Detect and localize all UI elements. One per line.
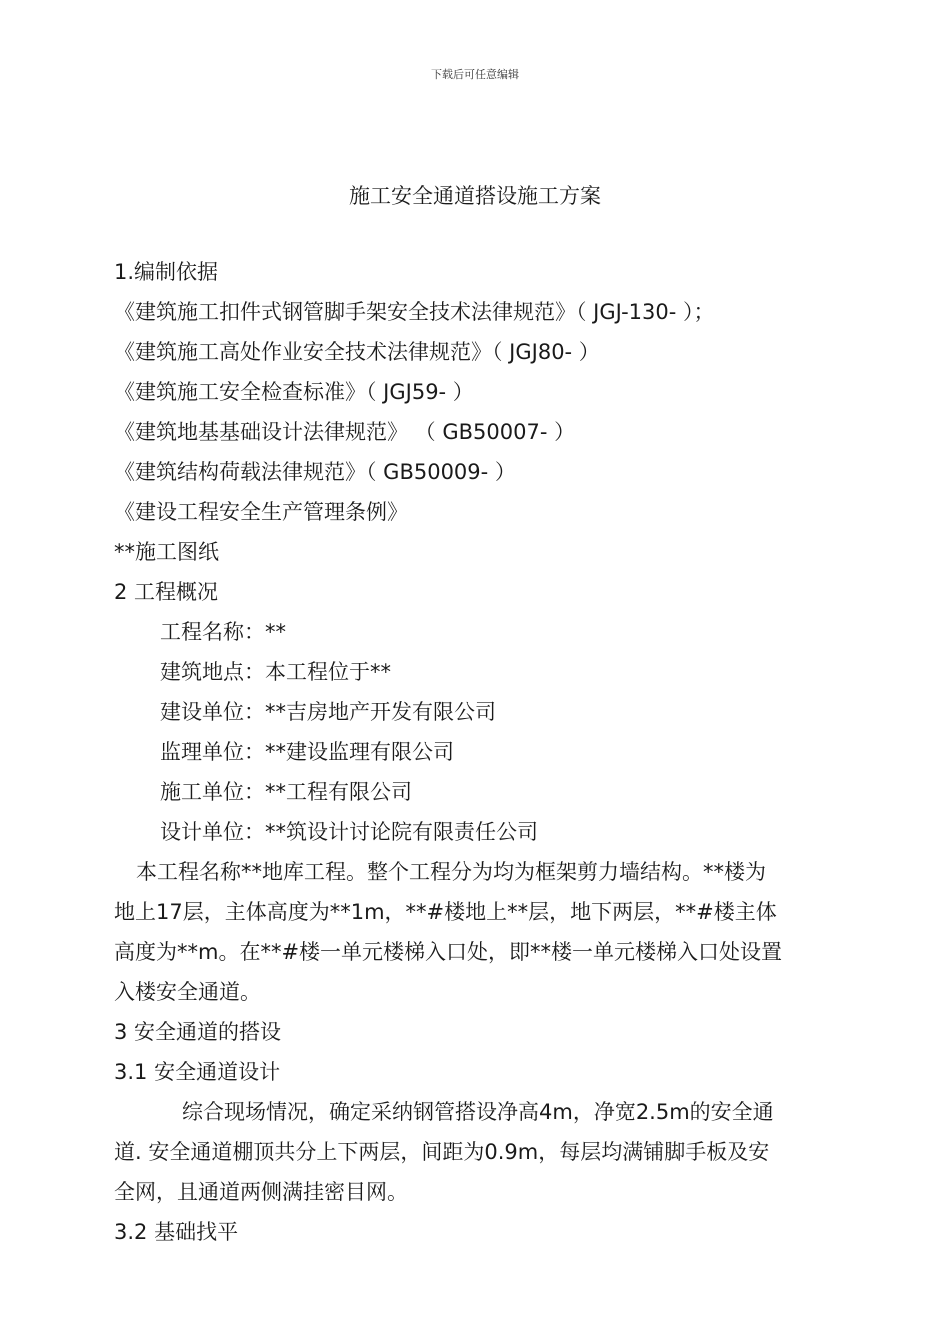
document-title: 施工安全通道搭设施工方案: [349, 184, 601, 208]
overview-paragraph-line: 入楼安全通道。: [114, 980, 261, 1004]
project-field: 建设单位：**吉房地产开发有限公司: [160, 700, 496, 724]
design-paragraph-line: 综合现场情况，确定采纳钢管搭设净高4m，净宽2.5m的安全通: [182, 1100, 774, 1124]
project-field: 设计单位：**筑设计讨论院有限责任公司: [160, 820, 538, 844]
project-field: 建筑地点：本工程位于**: [160, 660, 391, 684]
project-field: 工程名称：**: [160, 620, 286, 644]
reference-item: 《建设工程安全生产管理条例》: [114, 500, 408, 524]
overview-paragraph-line: 高度为**m。在**#楼一单元楼梯入口处，即**楼一单元楼梯入口处设置: [114, 940, 783, 964]
subsection-3-1-heading: 3.1 安全通道设计: [114, 1060, 281, 1084]
reference-item: **施工图纸: [114, 540, 219, 564]
section-2-heading: 2 工程概况: [114, 580, 219, 604]
subsection-3-2-heading: 3.2 基础找平: [114, 1220, 239, 1244]
overview-paragraph-line: 地上17层，主体高度为**1m，**#楼地上**层，地下两层，**#楼主体: [114, 900, 777, 924]
project-field: 施工单位：**工程有限公司: [160, 780, 412, 804]
reference-item: 《建筑施工扣件式钢管脚手架安全技术法律规范》（ JGJ-130- ）；: [114, 300, 715, 324]
reference-item: 《建筑施工高处作业安全技术法律规范》（ JGJ80- ）: [114, 340, 600, 364]
design-paragraph-line: 道. 安全通道棚顶共分上下两层，间距为0.9m，每层均满铺脚手板及安: [114, 1140, 770, 1164]
overview-paragraph-line: 本工程名称**地库工程。整个工程分为均为框架剪力墙结构。**楼为: [136, 860, 766, 884]
project-field: 监理单位：**建设监理有限公司: [160, 740, 454, 764]
section-1-heading: 1.编制依据: [114, 260, 219, 284]
reference-item: 《建筑结构荷载法律规范》（ GB50009- ）: [114, 460, 516, 484]
document-body: [114, 252, 844, 1252]
reference-item: 《建筑地基基础设计法律规范》 （ GB50007- ）: [114, 420, 576, 444]
header-note: 下载后可任意编辑: [431, 68, 519, 81]
design-paragraph-line: 全网，且通道两侧满挂密目网。: [114, 1180, 408, 1204]
section-3-heading: 3 安全通道的搭设: [114, 1020, 282, 1044]
reference-item: 《建筑施工安全检查标准》（ JGJ59- ）: [114, 380, 474, 404]
